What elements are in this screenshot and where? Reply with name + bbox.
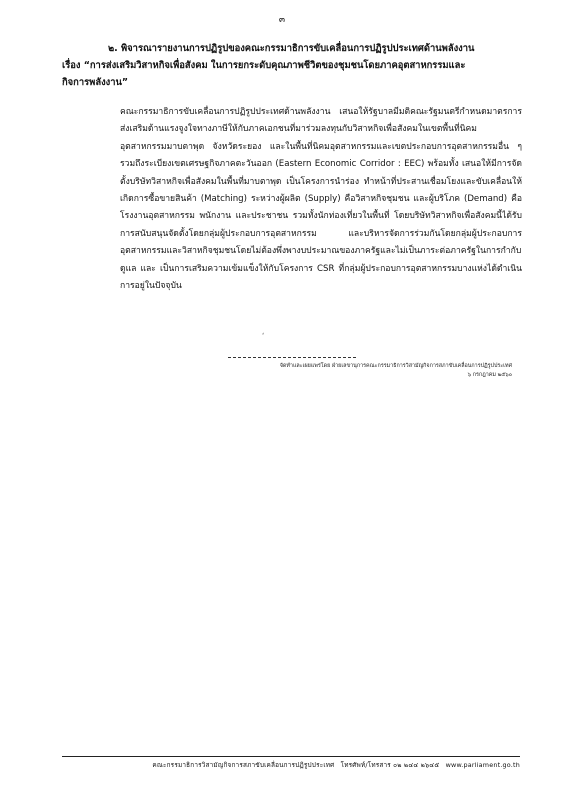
footnote-date: ๖ กรกฎาคม ๒๕๖๐: [467, 372, 512, 378]
footer-divider: [62, 756, 520, 757]
footer-org: คณะกรรมาธิการวิสามัญกิจการสภาขับเคลื่อนการปฏิรูปประเทศ: [152, 761, 335, 769]
footnote: [280, 362, 512, 380]
footnote-publisher: จัดทำและเผยแพร่โดย ฝ่ายเลขานุการคณะกรรมาธิการวิสามัญกิจการสภาขับเคลื่อนการปฏิรูปประเทศ: [279, 363, 512, 369]
agenda-subject: เรื่อง “การส่งเสริมวิสาหกิจเพื่อสังคม ในการยกระดับคุณภาพชีวิตของชุมชนโดยภาคอุตสาหกรรมและ: [62, 60, 466, 71]
agenda-subject-cont: กิจการพลังงาน”: [62, 77, 129, 88]
footer-phone: โทรศัพท์/โทรสาร ๐๒ ๒๔๔ ๒๖๔๕: [340, 761, 440, 769]
agenda-title: ๒. พิจารณารายงานการปฏิรูปของคณะกรรมาธิการขับเคลื่อนการปฏิรูปประเทศด้านพลังงาน: [108, 43, 475, 54]
body-paragraph: [62, 104, 522, 295]
page-footer: [62, 760, 520, 770]
footnote-divider: [228, 357, 356, 358]
stray-mark: ʻ: [262, 332, 265, 340]
footer-website[interactable]: www.parliament.go.th: [445, 761, 520, 769]
page-number: ๓: [278, 15, 286, 25]
body-text: คณะกรรมาธิการขับเคลื่อนการปฏิรูปประเทศด้านพลังงาน เสนอให้รัฐบาลมีมติคณะรัฐมนตรีกำหนดมาตรการส่งเสริมด้านแรงจูงใจทางภาษีให้กับภาคเอกชนที่มาร่วมลงทุนกับวิสาหกิจเพื่อสังคมในเขตพื้นที่นิคมอุตสาหกรรมมาบตาพุด จังหวัดระยอง และในพื้นที่นิคมอุตสาหกรรมและเขตประกอบการอุตสาหกรรมอื่น ๆ รวมถึงระเบียงเขตเศรษฐกิจภาคตะวันออก (Eastern Economic Corridor : EEC) พร้อมทั้ง เสนอให้มีการจัดตั้งบริษัทวิสาหกิจเพื่อสังคมในพื้นที่มาบตาพุด เป็นโครงการนำร่อง ทำหน้าที่ประสานเชื่อมโยงและขับเคลื่อนให้เกิดการซื้อขายสินค้า (Matching) ระหว่างผู้ผลิต (Supply) คือวิสาหกิจชุมชน และผู้บริโภค (Demand) คือโรงงานอุตสาหกรรม พนักงาน และประชาชน รวมทั้งนักท่องเที่ยวในพื้นที่ โดยบริษัทวิสาหกิจเพื่อสังคมนี้ได้รับการสนับสนุนจัดตั้งโดยกลุ่มผู้ประกอบการอุตสาหกรรม และบริหารจัดการร่วมกันโดยกลุ่มผู้ประกอบการอุตสาหกรรมและวิสาหกิจชุมชนโดยไม่ต้องพึ่งพางบประมาณของภาครัฐและไม่เป็นภาระต่อภาครัฐในการกำกับดูแล และ เป็นการเสริมความเข้มแข็งให้กับโครงการ CSR ที่กลุ่มผู้ประกอบการอุตสาหกรรมบางแห่งได้ดำเนินการอยู่ในปัจจุบัน: [120, 107, 522, 292]
agenda-heading: [62, 40, 520, 91]
